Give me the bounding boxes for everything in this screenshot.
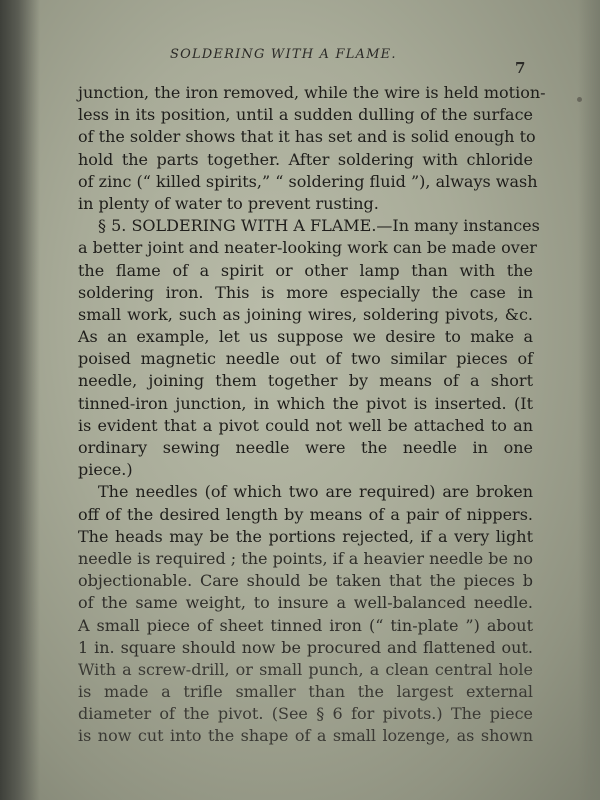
text-line: is now cut into the shape of a small lozenge, as shown xyxy=(78,726,533,746)
text-line: small work, such as joining wires, soldering pivots, &c. xyxy=(78,304,533,324)
paper-speck xyxy=(577,97,582,102)
text-line: of the solder shows that it has set and is solid enough to xyxy=(78,127,536,147)
page-number: 7 xyxy=(515,59,526,77)
text-line: A small piece of sheet tinned iron (“ tin-plate ”) about xyxy=(78,615,533,635)
text-line: less in its position, until a sudden dulling of the surface xyxy=(78,105,533,125)
text-line: diameter of the pivot. (See § 6 for pivots.) The piece xyxy=(78,704,533,724)
paragraph-start-line: The needles (of which two are required) are broken xyxy=(98,482,533,502)
text-line: is made a trifle smaller than the largest external xyxy=(78,682,533,702)
text-line: off of the desired length by means of a pair of nippers. xyxy=(78,504,533,524)
running-head: SOLDERING WITH A FLAME. xyxy=(170,47,397,62)
section-heading-line: § 5. SOLDERING WITH A FLAME.—In many instances xyxy=(98,216,540,236)
text-line: poised magnetic needle out of two similar pieces of xyxy=(78,349,533,369)
text-line: tinned-iron junction, in which the pivot is inserted. (It xyxy=(78,393,533,413)
text-line: a better joint and neater-looking work can be made over xyxy=(78,238,537,258)
text-line: of zinc (“ killed spirits,” “ soldering fluid ”), always wash xyxy=(78,171,538,191)
text-line: in plenty of water to prevent rusting. xyxy=(78,193,379,213)
text-line: ordinary sewing needle were the needle in one xyxy=(78,438,533,457)
text-line: soldering iron. This is more especially the case in xyxy=(78,282,533,302)
body-text xyxy=(78,82,546,748)
text-line: As an example, let us suppose we desire to make a xyxy=(78,327,533,347)
text-line: The heads may be the portions rejected, if a very light xyxy=(78,526,533,546)
text-line: of the same weight, to insure a well-balanced needle. xyxy=(78,593,533,613)
text-line: 1 in. square should now be procured and flattened out. xyxy=(78,637,533,657)
text-line: piece.) xyxy=(78,460,133,480)
text-line: objectionable. Care should be taken that the pieces b xyxy=(78,571,533,591)
text-line: junction, the iron removed, while the wire is held motion- xyxy=(78,83,546,102)
text-line: With a screw-drill, or small punch, a clean central hole xyxy=(78,659,533,679)
text-line: hold the parts together. After soldering with chloride xyxy=(78,149,533,169)
text-line: is evident that a pivot could not well be attached to an xyxy=(78,415,533,435)
text-line: needle is required ; the points, if a heavier needle be no xyxy=(78,548,533,568)
text-line: needle, joining them together by means of a short xyxy=(78,371,533,391)
text-line: the flame of a spirit or other lamp than with the xyxy=(78,260,533,280)
